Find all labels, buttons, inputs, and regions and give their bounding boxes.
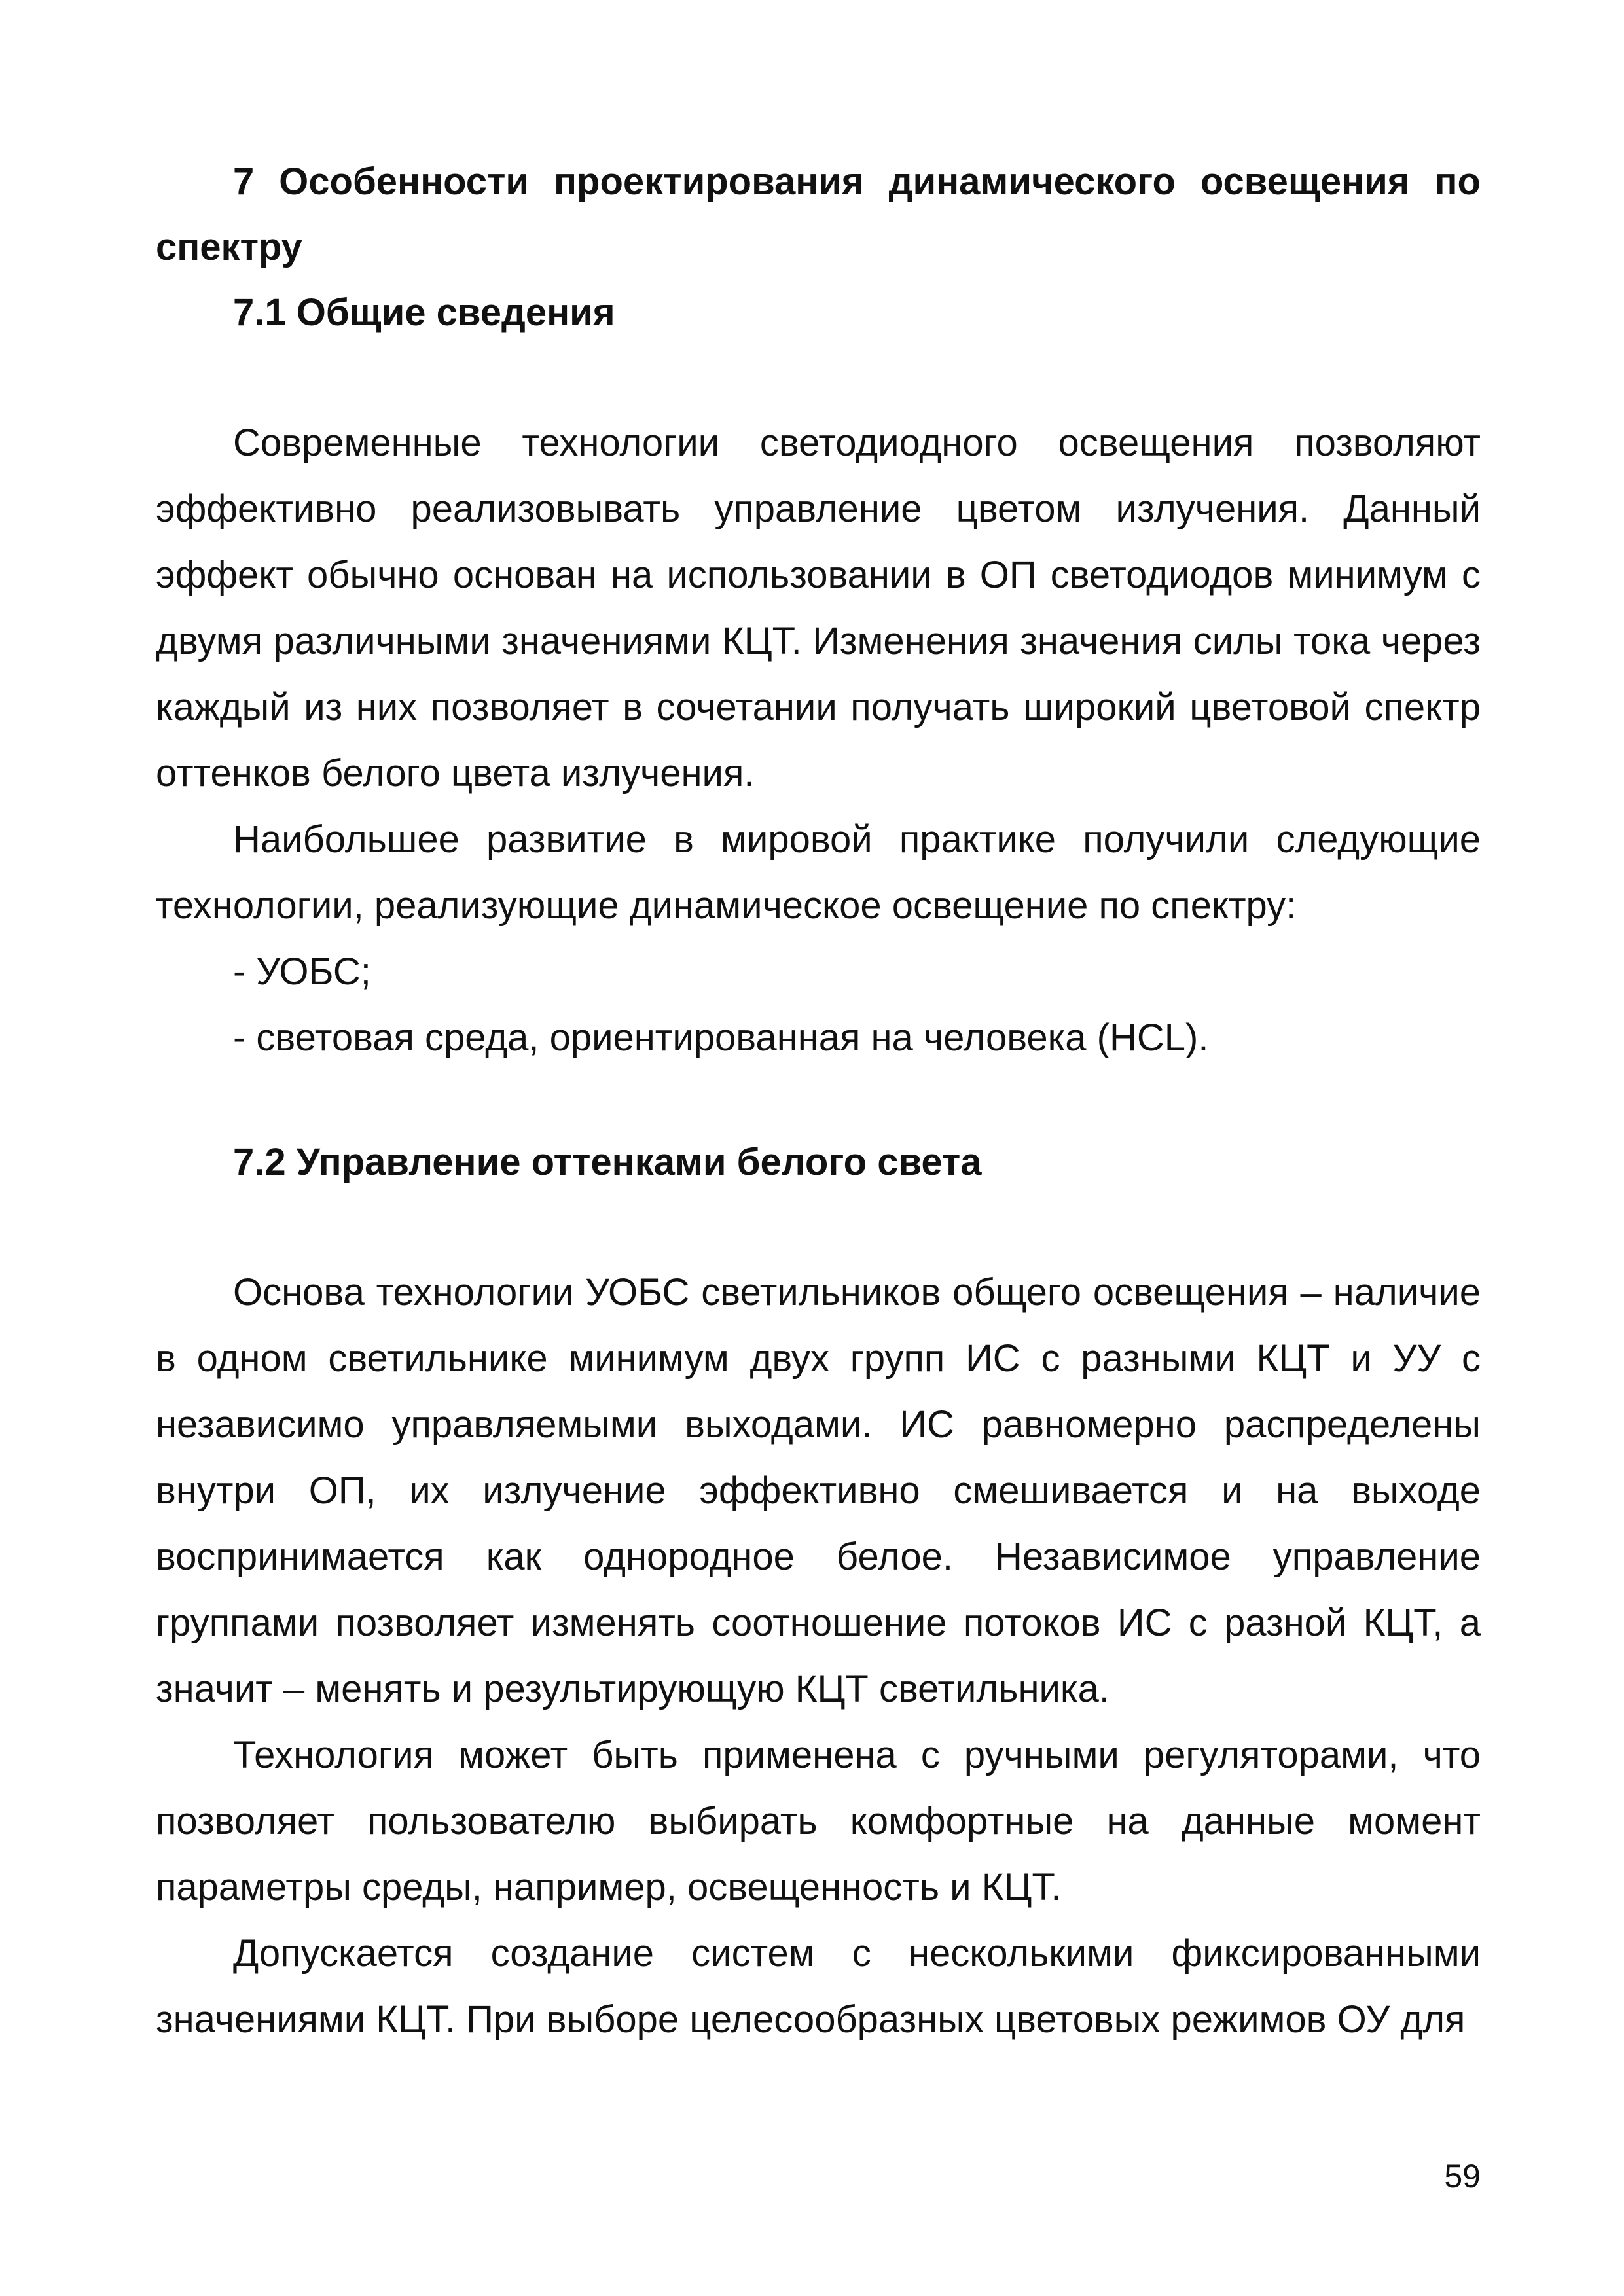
paragraph: Технология может быть применена с ручными регуляторами, что позволяет пользователю выбирать комфортные на данные момент параметры среды, например, освещенность и КЦТ.	[156, 1734, 1481, 1909]
section-heading-7-1: 7.1 Общие сведения	[233, 291, 615, 334]
paragraph: Современные технологии светодиодного освещения позволяют эффективно реализовывать управление цветом излучения. Данный эффект обычно основан на использовании в ОП светодиодов минимум с двумя различными значениями КЦТ. Изменения значения силы тока через каждый из них позволяет в сочетании получать широкий цветовой спектр оттенков белого цвета излучения.	[156, 422, 1481, 795]
page-number: 59	[1444, 2158, 1481, 2195]
spacer	[156, 1071, 1481, 1130]
paragraph: Допускается создание систем с несколькими фиксированными значениями КЦТ. При выборе целесообразных цветовых режимов ОУ для	[156, 1932, 1481, 2041]
paragraph: Наибольшее развитие в мировой практике получили следующие технологии, реализующие динамическое освещение по спектру:	[156, 818, 1481, 927]
page-content	[156, 149, 1481, 2053]
list-item: - УОБС;	[233, 950, 371, 993]
spacer	[156, 1195, 1481, 1259]
list-item: - световая среда, ориентированная на человека (HCL).	[233, 1016, 1209, 1059]
section-heading-7-2: 7.2 Управление оттенками белого света	[233, 1141, 982, 1183]
paragraph: Основа технологии УОБС светильников общего освещения – наличие в одном светильнике минимум двух групп ИС с разными КЦТ и УУ с независимо управляемыми выходами. ИС равномерно распределены внутри ОП, их излучение эффективно смешивается и на выходе воспринимается как однородное белое. Независимое управление группами позволяет изменять соотношение потоков ИС с разной КЦТ, а значит – менять и результирующую КЦТ светильника.	[156, 1271, 1481, 1710]
spacer	[156, 346, 1481, 410]
chapter-heading: 7 Особенности проектирования динамического освещения по спектру	[156, 160, 1481, 268]
